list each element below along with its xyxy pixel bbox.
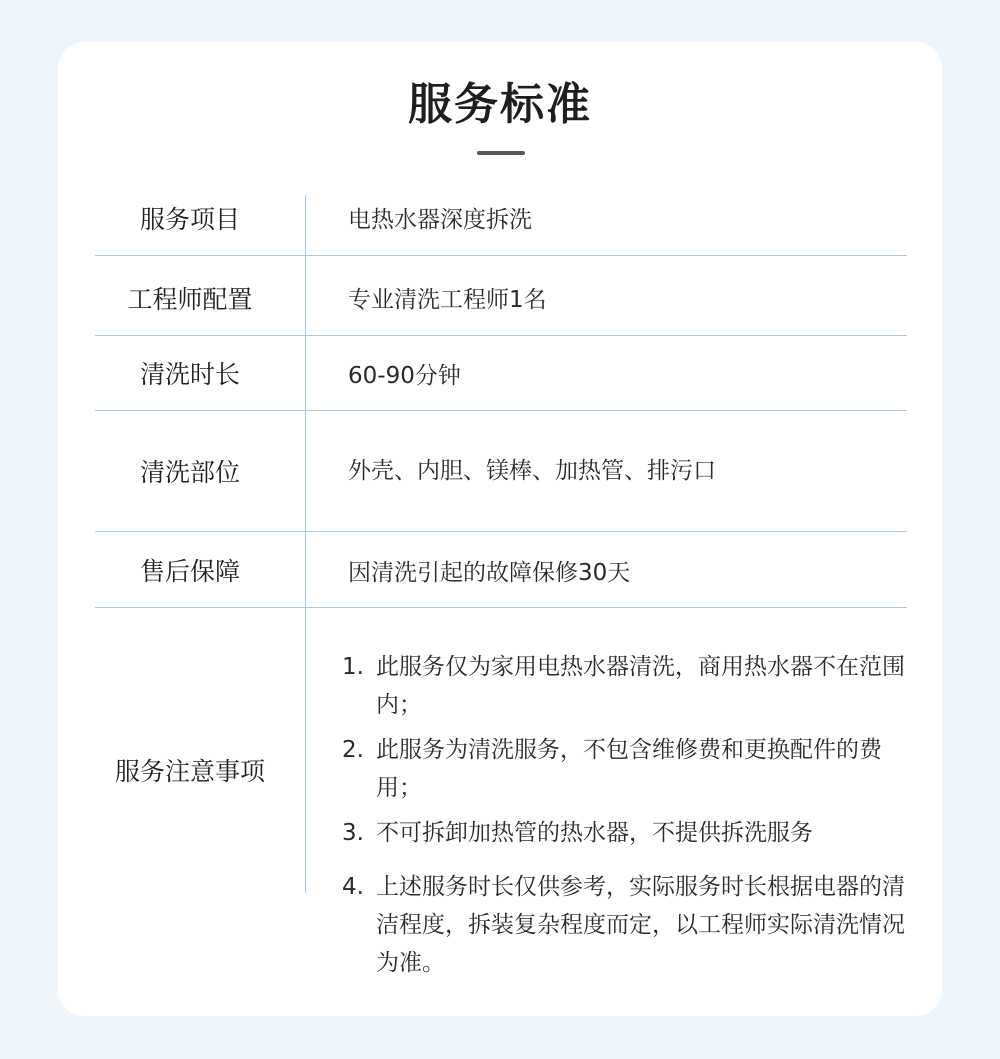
row-label-parts: 清洗部位: [139, 458, 240, 487]
note-text: 此服务为清洗服务，不包含维修费和更换配件的费用；: [376, 737, 882, 801]
table-column-divider: [305, 195, 306, 893]
row-divider: [95, 335, 907, 336]
row-label-warranty: 售后保障: [139, 557, 240, 586]
note-text: 上述服务时长仅供参考，实际服务时长根据电器的清洁程度，拆装复杂程度而定，以工程师实际清洗情况为准。: [376, 874, 905, 976]
note-item: [342, 814, 912, 852]
note-number: 4.: [342, 874, 364, 900]
row-label-notes: 服务注意事项: [114, 757, 265, 786]
note-item: [342, 731, 912, 807]
row-divider: [95, 410, 907, 411]
note-item: [342, 868, 912, 982]
note-number: 1.: [342, 654, 364, 680]
note-number: 3.: [342, 820, 364, 846]
row-label-service-item: 服务项目: [139, 205, 240, 234]
title-underline: [477, 151, 525, 155]
row-value-service-item: 电热水器深度拆洗: [348, 207, 532, 233]
row-value-parts: 外壳、内胆、镁棒、加热管、排污口: [348, 458, 716, 484]
row-divider: [95, 255, 907, 256]
row-label-duration: 清洗时长: [139, 360, 240, 389]
note-number: 2.: [342, 737, 364, 763]
row-value-duration: 60-90分钟: [348, 363, 461, 389]
row-value-engineer: 专业清洗工程师1名: [348, 287, 547, 313]
row-divider: [95, 531, 907, 532]
note-item: [342, 648, 912, 724]
note-text: 此服务仅为家用电热水器清洗，商用热水器不在范围内；: [376, 654, 905, 718]
note-text: 不可拆卸加热管的热水器，不提供拆洗服务: [376, 820, 813, 846]
row-divider: [95, 607, 907, 608]
row-label-engineer: 工程师配置: [127, 285, 253, 314]
row-value-warranty: 因清洗引起的故障保修30天: [348, 560, 631, 586]
page-title: 服务标准: [408, 79, 592, 130]
